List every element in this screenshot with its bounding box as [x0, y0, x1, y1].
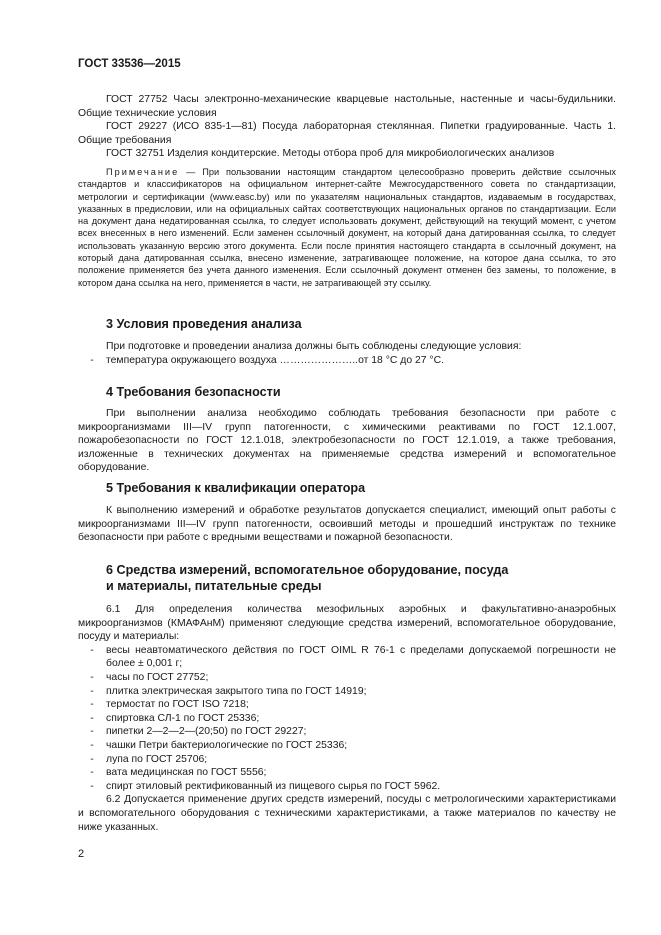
- list-dash: -: [90, 712, 94, 724]
- page-number: 2: [78, 848, 85, 860]
- list-item: [78, 780, 616, 794]
- note-dash: —: [186, 167, 196, 177]
- list-item: [78, 354, 616, 368]
- list-item: [78, 725, 616, 739]
- list-dash: -: [90, 699, 94, 711]
- list-item: [78, 753, 616, 767]
- list-item: [78, 698, 616, 712]
- section-6-body: [78, 603, 616, 834]
- list-item-text: часы по ГОСТ 27752;: [106, 671, 209, 683]
- list-item: [78, 712, 616, 726]
- list-item-text: пипетки 2—2—2—(20;50) по ГОСТ 29227;: [106, 726, 307, 738]
- normative-references: [78, 93, 616, 161]
- list-item-text: термостат по ГОСТ ISO 7218;: [106, 699, 249, 711]
- reference-item: ГОСТ 27752 Часы электронно-механические кварцевые настольные, настенные и часы-будильники. Общие технические условия: [78, 94, 616, 119]
- section-4-text: При выполнении анализа необходимо соблюдать требования безопасности при работе с микроорганизмами III—IV групп патогенности, с химическими реактивами по ГОСТ 12.1.007, пожаробезопасности по ГОСТ 12.1.018, электробезопасности по ГОСТ 12.1.019, а также требования, изложенные в технических документах на применяемые средства измерений и вспомогательное оборудование.: [78, 408, 616, 474]
- list-item: [78, 671, 616, 685]
- list-item-text: вата медицинская по ГОСТ 5556;: [106, 767, 267, 779]
- list-dash: -: [90, 767, 94, 779]
- section-5-text: К выполнению измерений и обработке результатов допускается специалист, имеющий опыт работы с микроорганизмами III—IV групп патогенности, освоивший методы и прошедший инструктаж по технике безопасности при работе с вредными веществами и пожарной безопасности.: [78, 505, 616, 544]
- section-3-body: [78, 340, 616, 367]
- list-item: [78, 739, 616, 753]
- section-6-title-line1: 6 Средства измерений, вспомогательное оборудование, посуда: [106, 563, 509, 577]
- list-dash: -: [90, 685, 94, 697]
- section-3-title: 3 Условия проведения анализа: [106, 317, 302, 331]
- document-header: ГОСТ 33536—2015: [78, 58, 181, 70]
- note-label: Примечание: [106, 167, 180, 177]
- list-dash: -: [90, 753, 94, 765]
- list-item-text: чашки Петри бактериологические по ГОСТ 25336;: [106, 739, 348, 751]
- section-6-1: 6.1 Для определения количества мезофильных аэробных и факультативно-анаэробных микроорганизмов (КМАФАнМ) применяют следующие средства измерений, вспомогательное оборудование, посуду и материалы:: [78, 604, 616, 643]
- section-5-title: 5 Требования к квалификации оператора: [106, 481, 366, 495]
- section-3-intro: При подготовке и проведении анализа должны быть соблюдены следующие условия:: [106, 341, 522, 352]
- list-item-text: спиртовка СЛ-1 по ГОСТ 25336;: [106, 712, 260, 724]
- list-dash: -: [90, 671, 94, 683]
- list-dash: -: [90, 644, 94, 656]
- section-6-title-line2: и материалы, питательные среды: [106, 579, 322, 593]
- list-item: [78, 766, 616, 780]
- list-dash: -: [90, 354, 94, 366]
- list-item-text: лупа по ГОСТ 25706;: [106, 753, 208, 765]
- section-4-title: 4 Требования безопасности: [106, 385, 281, 399]
- list-dash: -: [90, 780, 94, 792]
- reference-item: ГОСТ 29227 (ИСО 835-1—81) Посуда лабораторная стеклянная. Пипетки градуированные. Часть 1. Общие требования: [78, 121, 616, 146]
- list-dash: -: [90, 726, 94, 738]
- list-item-text: спирт этиловый ректификованный из пищевого сырья по ГОСТ 5962.: [106, 780, 441, 792]
- references-note: [78, 166, 616, 289]
- list-item-text: плитка электрическая закрытого типа по ГОСТ 14919;: [106, 685, 367, 697]
- section-6-2: 6.2 Допускается применение других средств измерений, посуды с метрологическими характеристиками и вспомогательного оборудования с техническими характеристиками, а также материалов по качеству не ниже указанных.: [78, 794, 616, 833]
- list-item: [78, 685, 616, 699]
- list-item-text: весы неавтоматического действия по ГОСТ OIML R 76-1 с пределами допускаемой погрешности не более ± 0,001 г;: [106, 644, 616, 670]
- list-dash: -: [90, 739, 94, 751]
- list-item-text: температура окружающего воздуха …………………..от 18 °С до 27 °С.: [106, 354, 444, 366]
- section-6-title: [106, 562, 508, 594]
- reference-item: ГОСТ 32751 Изделия кондитерские. Методы отбора проб для микробиологических анализов: [106, 148, 555, 160]
- list-item: [78, 644, 616, 671]
- note-text: При пользовании настоящим стандартом целесообразно проверить действие ссылочных стандартов и классификаторов на официальном интернет-сайте Межгосударственного совета по стандартизации, метрологии и сертификации (www.easc.by) или по указателям национальных стандартов, издаваемым в государствах, указанных в предисловии, или на официальных сайтах соответствующих национальных органов по стандартизации. Если на документ дана недатированная ссылка, то следует использовать документ, действующий на текущий момент, с учетом всех внесенных в него изменений. Если заменен ссылочный документ, на который дана датированная ссылка, то следует использовать указанную версию этого документа. Если после принятия настоящего стандарта в ссылочный документ, на который дана датированная ссылка, внесено изменение, затрагивающее положение, на которое дана ссылка, то это положение применяется без учета данного изменения. Если ссылочный документ отменен без замены, то положение, в котором дана ссылка на него, применяется в части, не затрагивающей эту ссылку.: [78, 167, 616, 288]
